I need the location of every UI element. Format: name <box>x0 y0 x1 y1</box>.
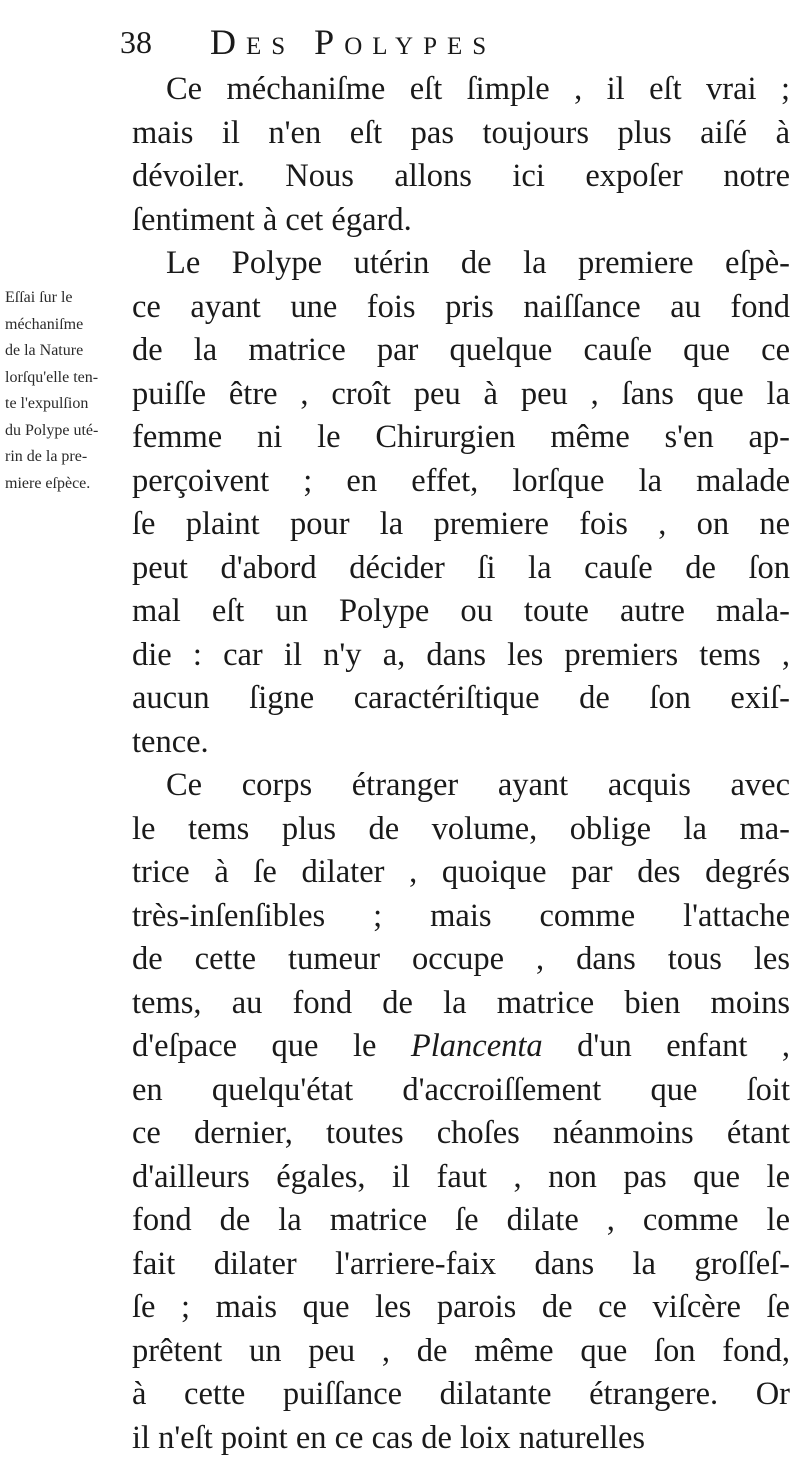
italic-term: Plancenta <box>411 1028 543 1064</box>
text-line: mal eſt un Polype ou toute autre mala- <box>132 590 790 634</box>
text-line: femme ni le Chirurgien même s'en ap- <box>132 416 790 460</box>
text-segment: d'eſpace que le <box>132 1028 376 1064</box>
text-line: peut d'abord décider ſi la cauſe de ſon <box>132 547 790 591</box>
text-line: perçoivent ; en effet, lorſque la malade <box>132 460 790 504</box>
text-line: mais il n'en eſt pas toujours plus aiſé à <box>132 112 790 156</box>
text-line: ſentiment à cet égard. <box>132 199 790 243</box>
text-line: de la matrice par quelque cauſe que ce <box>132 329 790 373</box>
text-line: ce ayant une fois pris naiſſance au fond <box>132 286 790 330</box>
text-line: puiſſe être , croît peu à peu , ſans que la <box>132 373 790 417</box>
text-line: ce dernier, toutes choſes néanmoins étant <box>132 1112 790 1156</box>
text-segment: d'un enfant , <box>577 1028 790 1064</box>
text-line <box>132 1025 790 1069</box>
text-line: aucun ſigne caractériſtique de ſon exiſ- <box>132 677 790 721</box>
margin-note-line: de la Nature <box>5 338 127 365</box>
margin-note-line: Eſſai ſur le <box>5 285 127 312</box>
text-line: il n'eſt point en ce cas de loix naturelles <box>132 1417 790 1460</box>
text-line: die : car il n'y a, dans les premiers tems , <box>132 634 790 678</box>
text-line: le tems plus de volume, oblige la ma- <box>132 808 790 852</box>
margin-note-line: miere eſpèce. <box>5 471 127 498</box>
text-line: Le Polype utérin de la premiere eſpè- <box>132 242 790 286</box>
margin-note-line: du Polype uté- <box>5 418 127 445</box>
text-line: fait dilater l'arriere-faix dans la groſſeſ- <box>132 1243 790 1287</box>
margin-note-line: rin de la pre- <box>5 444 127 471</box>
text-line: tence. <box>132 721 790 765</box>
text-line: de cette tumeur occupe , dans tous les <box>132 938 790 982</box>
text-line: Ce méchaniſme eſt ſimple , il eſt vrai ; <box>132 68 790 112</box>
text-line: dévoiler. Nous allons ici expoſer notre <box>132 155 790 199</box>
text-line: tems, au fond de la matrice bien moins <box>132 982 790 1026</box>
text-line: ſe plaint pour la premiere fois , on ne <box>132 503 790 547</box>
page-number: 38 <box>120 22 152 62</box>
margin-note-line: lorſqu'elle ten- <box>5 365 127 392</box>
text-line: prêtent un peu , de même que ſon fond, <box>132 1330 790 1374</box>
body-text <box>132 68 790 1460</box>
margin-note-line: méchaniſme <box>5 312 127 339</box>
text-line: d'ailleurs égales, il faut , non pas que le <box>132 1156 790 1200</box>
text-line: à cette puiſſance dilatante étrangere. Or <box>132 1373 790 1417</box>
text-line: en quelqu'état d'accroiſſement que ſoit <box>132 1069 790 1113</box>
running-head <box>120 22 800 62</box>
margin-note-line: te l'expulſion <box>5 391 127 418</box>
text-line: Ce corps étranger ayant acquis avec <box>132 764 790 808</box>
text-line: très-inſenſibles ; mais comme l'attache <box>132 895 790 939</box>
text-line: ſe ; mais que les parois de ce viſcère ſe <box>132 1286 790 1330</box>
text-line: trice à ſe dilater , quoique par des degrés <box>132 851 790 895</box>
text-line: fond de la matrice ſe dilate , comme le <box>132 1199 790 1243</box>
running-title: Des Polypes <box>210 22 496 62</box>
margin-note <box>5 285 127 497</box>
